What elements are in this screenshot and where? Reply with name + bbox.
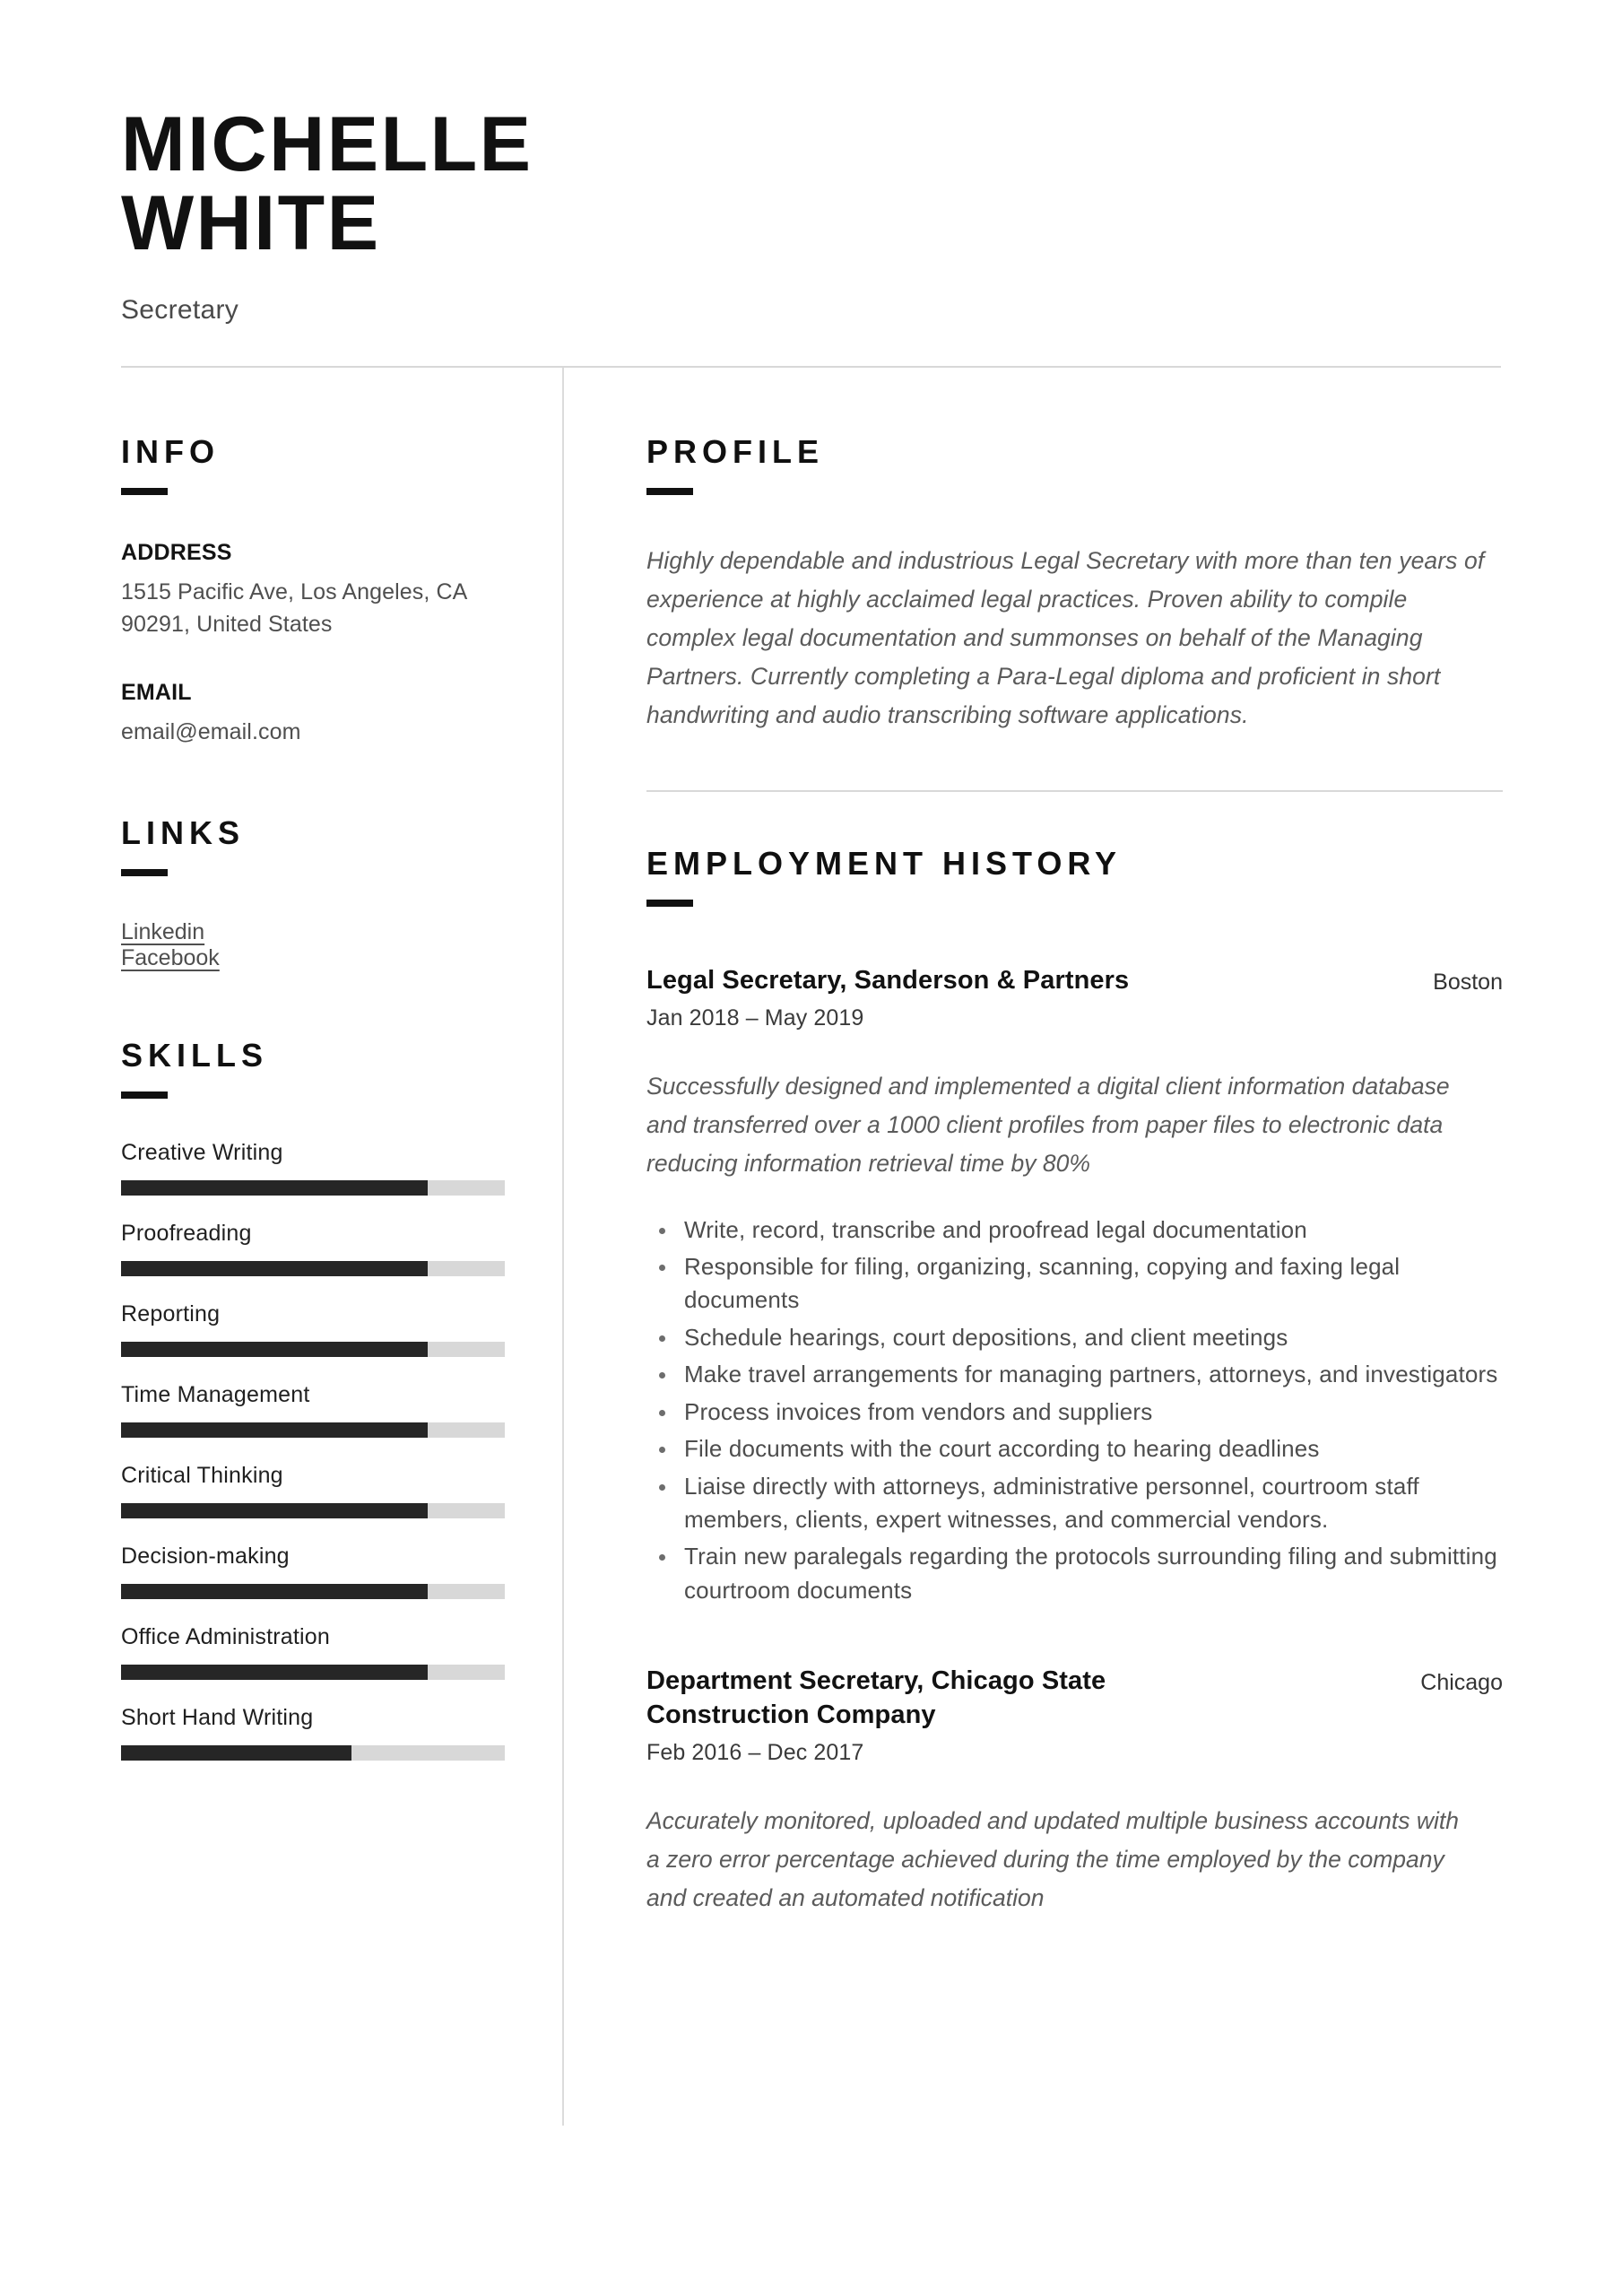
job-bullet: Schedule hearings, court depositions, and client meetings bbox=[682, 1321, 1503, 1354]
skill-bar-fill bbox=[121, 1745, 351, 1761]
candidate-name bbox=[121, 101, 1501, 266]
job-summary: Accurately monitored, uploaded and updated multiple business accounts with a zero error percentage achieved during the time employed by the company and created an automated notification bbox=[646, 1806, 1459, 1911]
skill-item bbox=[121, 1463, 526, 1518]
job-bullet: Train new paralegals regarding the protocols surrounding filing and submitting courtroom documents bbox=[682, 1540, 1503, 1607]
skill-item bbox=[121, 1624, 526, 1680]
section-title-links: LINKS bbox=[121, 813, 245, 851]
skill-item bbox=[121, 1140, 526, 1196]
section-underline bbox=[121, 1091, 168, 1099]
skill-label: Office Administration bbox=[121, 1623, 331, 1649]
skill-label: Decision-making bbox=[121, 1543, 290, 1569]
skill-bar-fill bbox=[121, 1503, 428, 1518]
job-bullet: Write, record, transcribe and proofread legal documentation bbox=[682, 1213, 1503, 1247]
skill-bar-track bbox=[121, 1261, 505, 1276]
section-title-profile: PROFILE bbox=[646, 433, 825, 471]
skill-bar-fill bbox=[121, 1180, 428, 1196]
section-profile bbox=[646, 433, 1503, 735]
job-summary: Successfully designed and implemented a digital client information database and transferred over a 1000 client profiles from paper files to electronic data reducing information retrieval time by 80% bbox=[646, 1072, 1450, 1177]
skill-bar-fill bbox=[121, 1422, 428, 1438]
section-info bbox=[121, 433, 526, 749]
skill-label: Creative Writing bbox=[121, 1139, 283, 1165]
section-underline bbox=[646, 900, 693, 907]
resume-header bbox=[121, 0, 1501, 368]
skill-label: Short Hand Writing bbox=[121, 1704, 314, 1730]
skill-item bbox=[121, 1544, 526, 1599]
section-underline bbox=[646, 488, 693, 495]
employment-entry bbox=[646, 1665, 1503, 1917]
employment-entry-header bbox=[646, 1665, 1503, 1732]
skill-bar-track bbox=[121, 1180, 505, 1196]
skill-item bbox=[121, 1382, 526, 1438]
candidate-last-name: WHITE bbox=[121, 179, 381, 266]
email-label: EMAIL bbox=[121, 680, 192, 706]
section-title-employment: EMPLOYMENT HISTORY bbox=[646, 845, 1123, 883]
section-title-info: INFO bbox=[121, 433, 220, 471]
skill-bar-fill bbox=[121, 1584, 428, 1599]
section-links bbox=[121, 813, 526, 971]
address-label: ADDRESS bbox=[121, 540, 232, 566]
job-bullet-list bbox=[646, 1213, 1503, 1608]
skill-label: Proofreading bbox=[121, 1220, 252, 1246]
candidate-first-name: MICHELLE bbox=[121, 101, 533, 187]
skill-bar-track bbox=[121, 1665, 505, 1680]
job-bullet: Make travel arrangements for managing partners, attorneys, and investigators bbox=[682, 1358, 1503, 1391]
skill-bar-track bbox=[121, 1745, 505, 1761]
section-employment-history bbox=[646, 845, 1503, 1917]
candidate-job-title: Secretary bbox=[121, 295, 239, 326]
link-facebook[interactable]: Facebook bbox=[121, 944, 220, 970]
section-underline bbox=[121, 488, 168, 495]
job-bullet: Responsible for filing, organizing, scanning, copying and faxing legal documents bbox=[682, 1250, 1503, 1318]
link-linkedin[interactable]: Linkedin bbox=[121, 918, 205, 944]
skill-bar-track bbox=[121, 1342, 505, 1357]
links-list bbox=[121, 919, 526, 971]
sidebar-column bbox=[121, 368, 562, 2126]
info-email-block bbox=[121, 680, 526, 749]
skills-list bbox=[121, 1140, 526, 1761]
skill-label: Critical Thinking bbox=[121, 1462, 283, 1488]
info-address-block bbox=[121, 540, 526, 640]
skill-bar-track bbox=[121, 1503, 505, 1518]
skill-label: Reporting bbox=[121, 1300, 221, 1326]
skill-bar-track bbox=[121, 1422, 505, 1438]
resume-body bbox=[121, 368, 1501, 2126]
skill-bar-fill bbox=[121, 1261, 428, 1276]
email-value: email@email.com bbox=[121, 719, 301, 745]
skill-label: Time Management bbox=[121, 1381, 310, 1407]
section-title-skills: SKILLS bbox=[121, 1036, 269, 1074]
job-role: Legal Secretary, Sanderson & Partners bbox=[646, 966, 1130, 996]
employment-entry-header bbox=[646, 964, 1503, 998]
skill-item bbox=[121, 1221, 526, 1276]
job-role: Department Secretary, Chicago State Construction Company bbox=[646, 1666, 1106, 1729]
job-city: Boston bbox=[1433, 970, 1503, 996]
skill-item bbox=[121, 1705, 526, 1761]
job-bullet: Liaise directly with attorneys, administrative personnel, courtroom staff members, clients, expert witnesses, and commercial vendors. bbox=[682, 1470, 1503, 1537]
profile-divider bbox=[646, 790, 1503, 792]
job-bullet: Process invoices from vendors and suppliers bbox=[682, 1396, 1503, 1429]
profile-text: Highly dependable and industrious Legal Secretary with more than ten years of experience at highly acclaimed legal practices. Proven ability to compile complex legal documentation and summonses on behalf of the Managing Partners. Currently completing a Para-Legal diploma and proficient in short handwriting and audio transcribing software applications. bbox=[646, 547, 1485, 729]
skill-bar-fill bbox=[121, 1665, 428, 1680]
skill-item bbox=[121, 1301, 526, 1357]
job-bullet: File documents with the court according to hearing deadlines bbox=[682, 1432, 1503, 1465]
skill-bar-track bbox=[121, 1584, 505, 1599]
section-underline bbox=[121, 869, 168, 876]
employment-entry bbox=[646, 964, 1503, 1607]
skill-bar-fill bbox=[121, 1342, 428, 1357]
job-city: Chicago bbox=[1420, 1670, 1503, 1696]
job-dates: Feb 2016 – Dec 2017 bbox=[646, 1739, 864, 1765]
section-skills bbox=[121, 1036, 526, 1761]
main-column bbox=[564, 368, 1503, 2126]
address-value: 1515 Pacific Ave, Los Angeles, CA 90291, United States bbox=[121, 579, 467, 637]
job-dates: Jan 2018 – May 2019 bbox=[646, 1004, 864, 1031]
